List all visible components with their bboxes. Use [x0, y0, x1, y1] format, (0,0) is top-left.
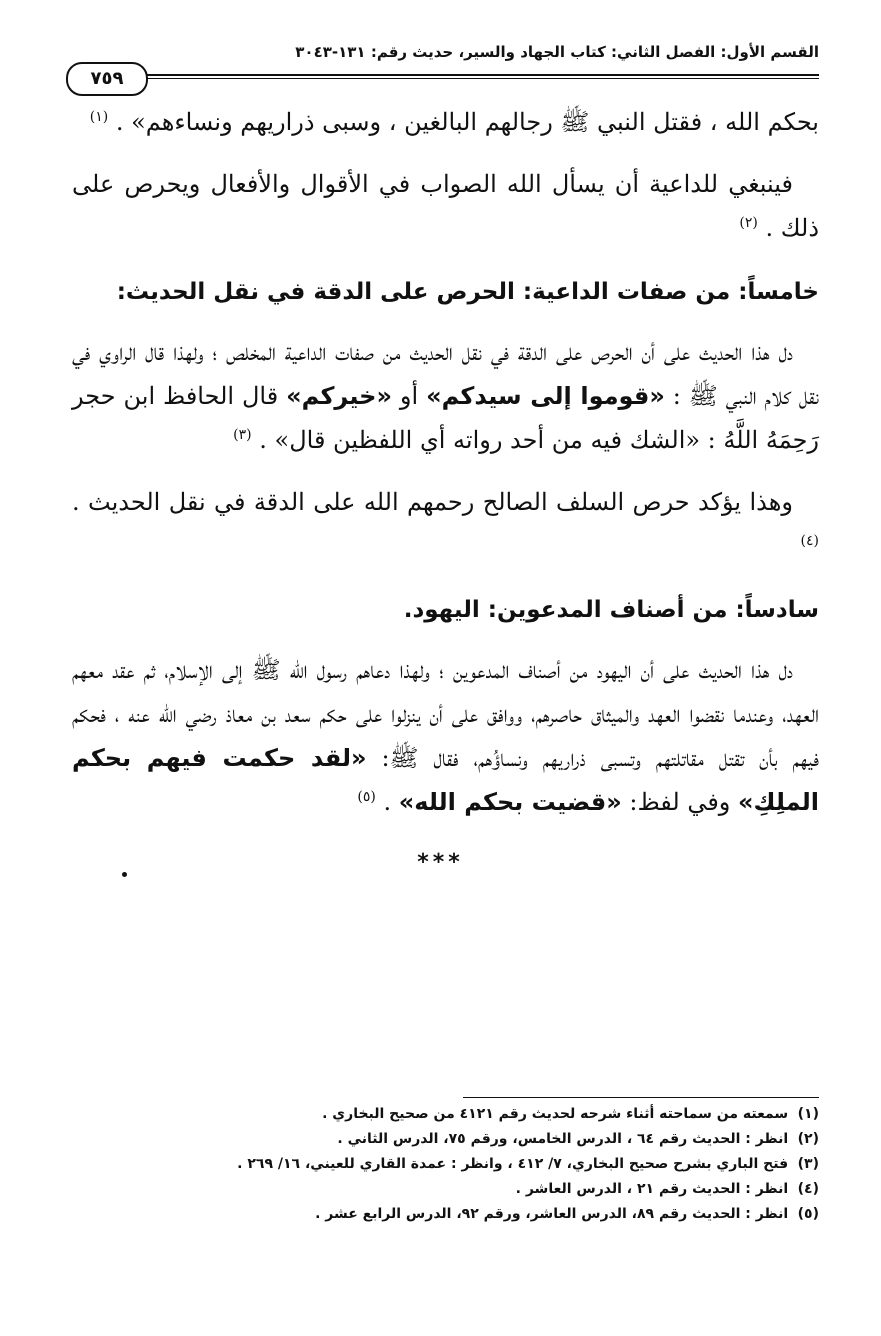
paragraph-1-text: بحكم الله ، فقتل النبي ﷺ رجالهم البالغين ، وسبى ذراريهم ونساءهم» . — [115, 108, 819, 136]
print-dot — [122, 872, 127, 877]
footnote-text: انظر : الحديث رقم ٦٤ ، الدرس الخامس، ورقم ٧٥، الدرس الثاني . — [337, 1131, 789, 1147]
footnote-4 — [119, 1177, 819, 1202]
paragraph-4 — [72, 480, 819, 568]
footnote-text: سمعته من سماحته أثناء شرحه لحديث رقم ٤١٢١ من صحيح البخاري . — [322, 1106, 789, 1122]
footnote-3 — [119, 1152, 819, 1177]
header-rule-thin — [140, 78, 819, 79]
footnotes — [119, 1102, 819, 1227]
paragraph-5-part3: . — [383, 788, 399, 816]
hadith-quote-3: «لقد حكمت فيهم بحكم الملِكِ» — [72, 744, 819, 816]
header-double-rule — [140, 74, 819, 80]
hadith-quote-1: «قوموا إلى سيدكم» — [426, 382, 665, 410]
footnote-divider — [463, 1097, 819, 1098]
hadith-quote-4: «قضيت بحكم الله» — [398, 788, 622, 816]
footnote-ref-5[interactable]: (٥) — [357, 789, 376, 805]
footnote-number: (٣) — [797, 1156, 819, 1172]
footnote-text: فتح الباري بشرح صحيح البخاري، ٧/ ٤١٢ ، وانظر : عمدة القاري للعيني، ١٦/ ٢٦٩ . — [237, 1156, 789, 1172]
paragraph-3-part1: دل هذا الحديث على أن الحرص على الدقة في نقل الحديث من صفات الداعية المخلص ؛ ولهذا قال الراوي في نقل كلام النبي ﷺ : — [72, 338, 820, 410]
main-text — [72, 100, 819, 824]
paragraph-3 — [72, 330, 819, 462]
footnote-text: انظر : الحديث رقم ٢١ ، الدرس العاشر . — [515, 1181, 789, 1197]
paragraph-2 — [72, 162, 819, 250]
footnote-1 — [119, 1102, 819, 1127]
page-number-badge: ٧٥٩ — [66, 62, 148, 96]
hadith-quote-2: «خيركم» — [286, 382, 392, 410]
footnote-ref-1[interactable]: (١) — [89, 109, 109, 125]
paragraph-4-text: وهذا يؤكد حرص السلف الصالح رحمهم الله على الدقة في نقل الحديث . — [72, 488, 793, 516]
footnote-text: انظر : الحديث رقم ٨٩، الدرس العاشر، ورقم ٩٢، الدرس الرابع عشر . — [315, 1206, 789, 1222]
footnote-ref-4[interactable]: (٤) — [800, 533, 819, 549]
paragraph-5-part2: وفي لفظ: — [621, 788, 739, 816]
footnote-number: (٥) — [797, 1206, 819, 1222]
paragraph-5-part1: دل هذا الحديث على أن اليهود من أصناف المدعوين ؛ ولهذا دعاهم رسول الله ﷺ إلى الإسلام، ثم عقد معهم العهد، وعندما نقضوا العهد والميثاق حاصرهم، ووافق على أن ينزلوا على حكم سعد بن معاذ رضي الله عنه ، فحكم فيهم بأن تقتل مقاتلتهم وتسبى ذراريهم ونساؤُهم، فقال ﷺ: — [72, 656, 819, 772]
paragraph-3-part2: أو — [391, 382, 427, 410]
footnote-number: (١) — [797, 1106, 819, 1122]
footnote-ref-3[interactable]: (٣) — [233, 427, 252, 443]
paragraph-3-part3: قال الحافظ ابن حجر رَحِمَهُ اللَّهُ : «الشك فيه من أحد رواته أي اللفظين قال» . — [72, 382, 819, 454]
footnote-ref-2[interactable]: (٢) — [739, 215, 758, 231]
paragraph-2-text: فينبغي للداعية أن يسأل الله الصواب في الأقوال والأفعال ويحرص على ذلك . — [72, 170, 819, 242]
running-header: القسم الأول: الفصل الثاني: كتاب الجهاد والسير، حديث رقم: ١٣١-٣٠٤٣ — [295, 43, 819, 61]
footnote-number: (٢) — [797, 1131, 819, 1147]
paragraph-5 — [72, 648, 819, 824]
footnote-number: (٤) — [797, 1181, 819, 1197]
section-heading-5: خامساً: من صفات الداعية: الحرص على الدقة في نقل الحديث: — [116, 279, 819, 305]
section-separator: *** — [417, 850, 464, 875]
paragraph-1 — [72, 100, 819, 144]
footnote-2 — [119, 1127, 819, 1152]
header-rule-thick — [140, 74, 819, 76]
section-heading-6: سادساً: من أصناف المدعوين: اليهود. — [403, 597, 819, 623]
footnote-5 — [119, 1202, 819, 1227]
